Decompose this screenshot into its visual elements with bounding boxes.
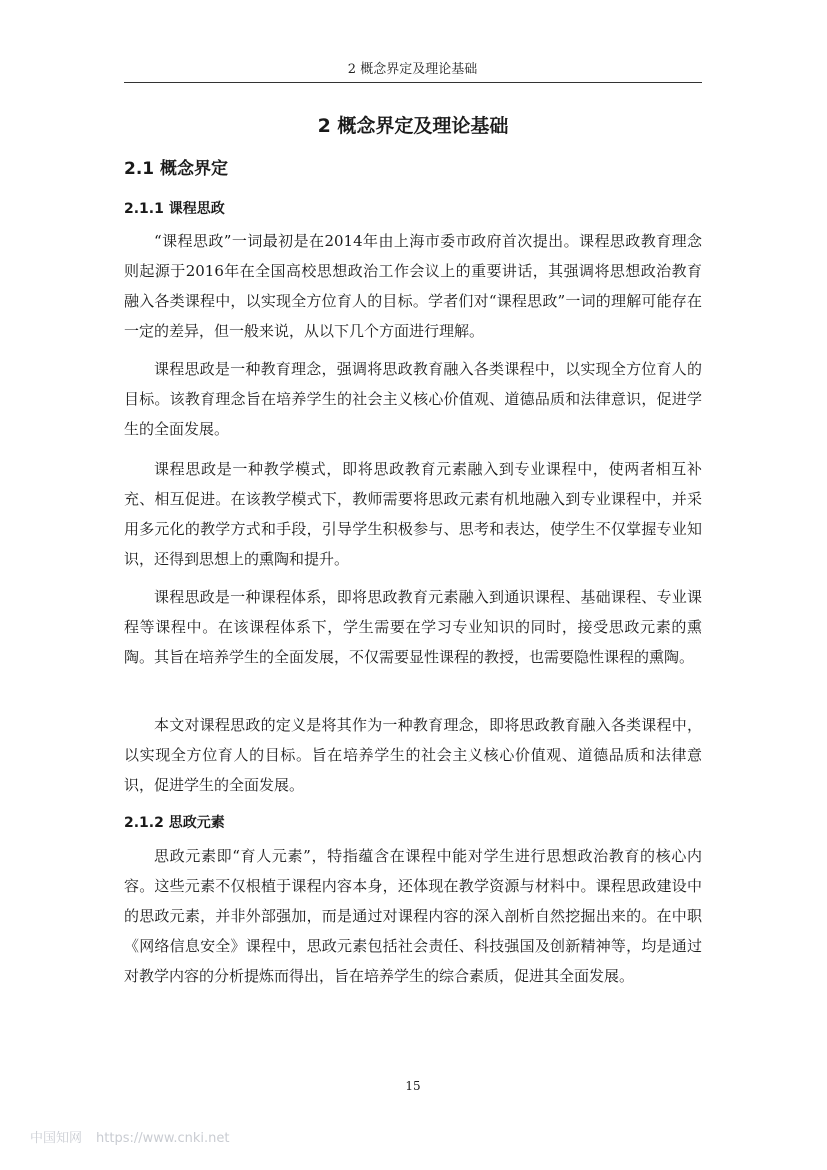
header-divider [124, 82, 702, 83]
page-number: 15 [405, 1079, 421, 1093]
section-heading-2-1-2: 2.1.2 思政元素 [124, 815, 225, 831]
watermark-url: https://www.cnki.net [96, 1131, 230, 1146]
paragraph: “课程思政”一词最初是在2014年由上海市委市政府首次提出。课程思政教育理念则起源于2016年在全国高校思想政治工作会议上的重要讲话，其强调将思想政治教育融入各类课程中，以实现全方位育人的目标。学者们对“课程思政”一词的理解可能存在一定的差异，但一般来说，从以下几个方面进行理解。 [124, 232, 702, 340]
section-heading-2-1-1: 2.1.1 课程思政 [124, 201, 225, 217]
running-header: 2 概念界定及理论基础 [347, 62, 478, 77]
section-heading-2-1: 2.1 概念界定 [124, 159, 229, 179]
paragraph: 本文对课程思政的定义是将其作为一种教育理念，即将思政教育融入各类课程中，以实现全方位育人的目标。旨在培养学生的社会主义核心价值观、道德品质和法律意识，促进学生的全面发展。 [124, 716, 702, 794]
watermark-brand: 中国知网 [30, 1131, 83, 1146]
paragraph: 课程思政是一种课程体系，即将思政教育元素融入到通识课程、基础课程、专业课程等课程中。在该课程体系下，学生需要在学习专业知识的同时，接受思政元素的熏陶。其旨在培养学生的全面发展，不仅需要显性课程的教授，也需要隐性课程的熏陶。 [124, 588, 702, 666]
chapter-title: 2 概念界定及理论基础 [317, 115, 509, 137]
paragraph: 课程思政是一种教学模式，即将思政教育元素融入到专业课程中，使两者相互补充、相互促进。在该教学模式下，教师需要将思政元素有机地融入到专业课程中，并采用多元化的教学方式和手段，引导学生积极参与、思考和表达，使学生不仅掌握专业知识，还得到思想上的熏陶和提升。 [124, 460, 702, 568]
paragraph: 课程思政是一种教育理念，强调将思政教育融入各类课程中，以实现全方位育人的目标。该教育理念旨在培养学生的社会主义核心价值观、道德品质和法律意识，促进学生的全面发展。 [124, 360, 702, 438]
paragraph: 思政元素即“育人元素”，特指蕴含在课程中能对学生进行思想政治教育的核心内容。这些元素不仅根植于课程内容本身，还体现在教学资源与材料中。课程思政建设中的思政元素，并非外部强加，而是通过对课程内容的深入剖析自然挖掘出来的。在中职《网络信息安全》课程中，思政元素包括社会责任、科技强国及创新精神等，均是通过对教学内容的分析提炼而得出，旨在培养学生的综合素质，促进其全面发展。 [124, 847, 702, 985]
watermark [30, 1127, 229, 1146]
